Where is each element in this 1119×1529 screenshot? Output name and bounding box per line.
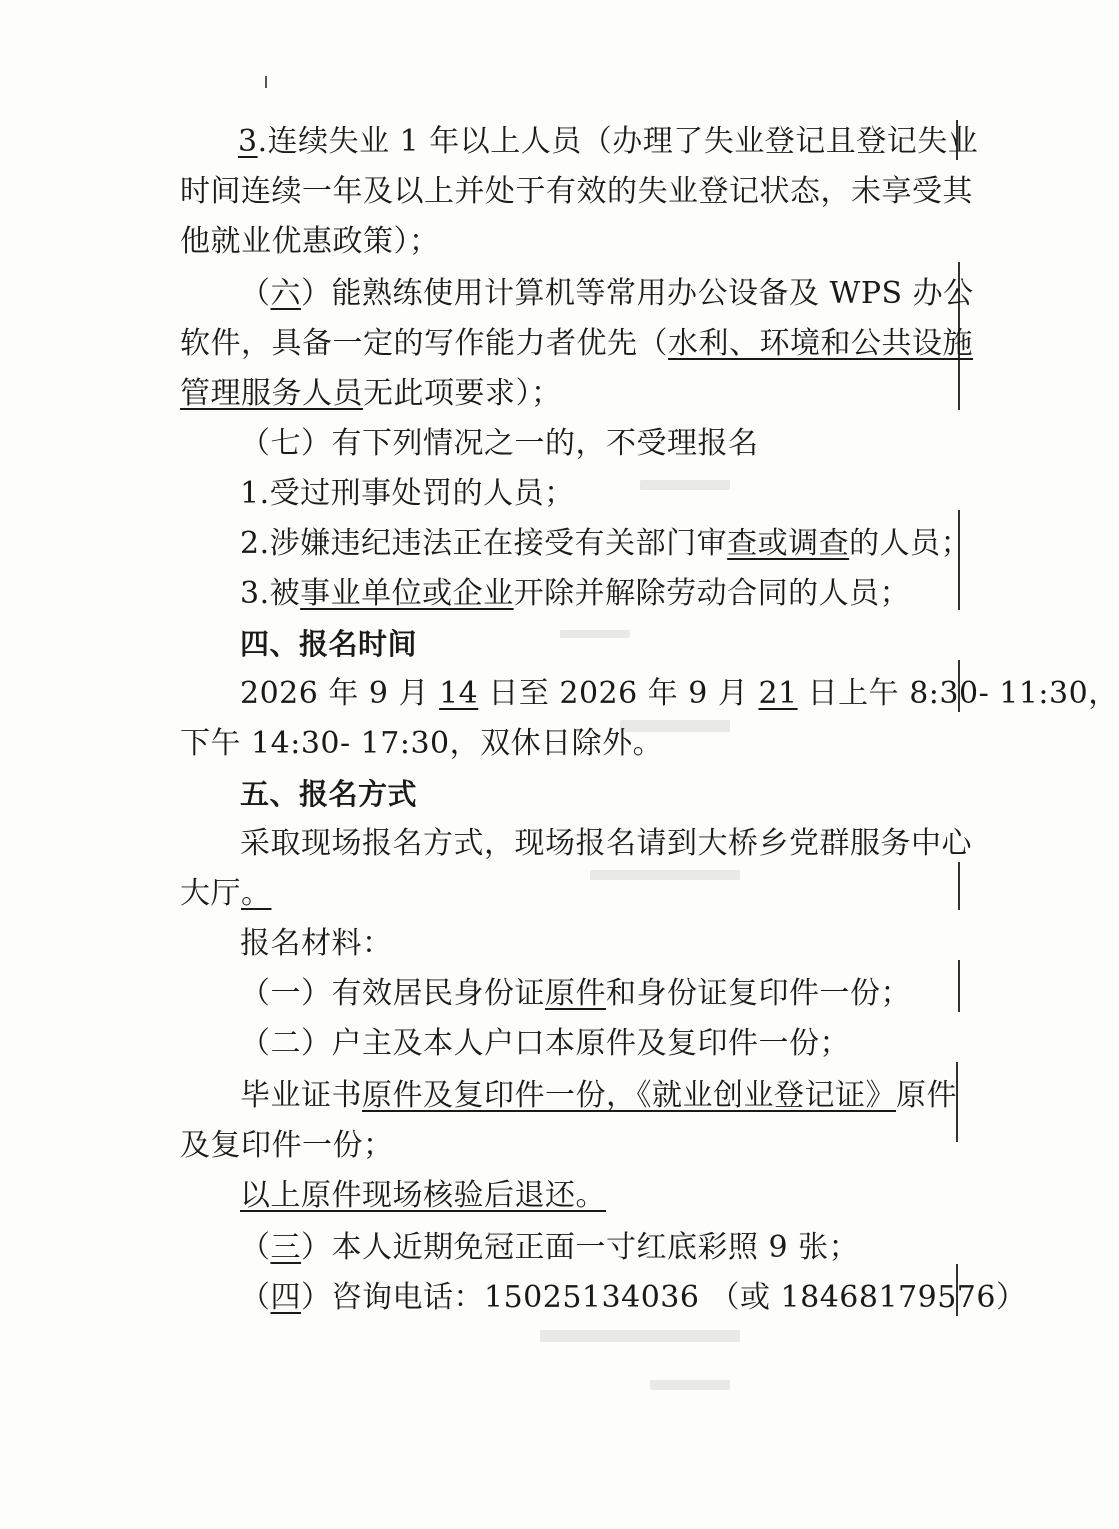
text-segment: 下午 14:30- 17:30，双休日除外。 [180, 726, 664, 761]
text-line [0, 870, 1080, 918]
text-line [0, 470, 1080, 518]
text-segment: ）能熟练使用计算机等常用办公设备及 WPS 办公 [301, 276, 974, 311]
text-line [0, 1122, 1080, 1170]
text-segment: 的人员； [849, 526, 972, 561]
text-segment: 原件 [896, 1078, 957, 1113]
section-heading [0, 770, 1080, 818]
text-line [0, 320, 1080, 368]
underlined-text: 六 [270, 276, 301, 311]
text-segment: ）咨询电话：15025134036 （或 18468179576） [301, 1280, 1027, 1315]
text-segment: 报名材料： [240, 926, 393, 961]
underlined-text: 14 [439, 676, 479, 711]
text-segment: ）本人近期免冠正面一寸红底彩照 9 张； [301, 1230, 860, 1265]
underlined-text: 3 [238, 124, 258, 159]
text-line [0, 370, 1080, 418]
underlined-text: 水利、环境和公共设施 [668, 326, 973, 361]
text-line [0, 218, 1080, 266]
bleed-through-smudge [650, 1380, 730, 1390]
text-line [0, 1172, 1080, 1220]
underlined-text: 原件及复印件一份，《就业创业登记证》 [362, 1078, 896, 1113]
text-line [0, 820, 1080, 868]
text-line [0, 720, 1080, 768]
underlined-text: 四 [270, 1280, 301, 1315]
text-line [0, 920, 1080, 968]
text-segment: 1.受过刑事处罚的人员； [240, 476, 575, 511]
underlined-text: 管理服务人员 [180, 376, 363, 411]
text-segment: 大厅 [180, 876, 241, 911]
text-segment: 2026 年 9 月 [240, 676, 440, 711]
text-line [0, 1224, 1080, 1272]
text-line [0, 168, 1080, 216]
scan-speck [265, 76, 267, 88]
text-segment: 毕业证书 [240, 1078, 362, 1113]
underlined-text: 查或调查 [727, 526, 850, 561]
text-segment: 软件，具备一定的写作能力者优先（ [180, 326, 668, 361]
text-segment: （七）有下列情况之一的，不受理报名 [240, 426, 759, 461]
text-segment: 他就业优惠政策）； [180, 224, 440, 259]
underlined-text: 21 [758, 676, 798, 711]
underlined-text: 原件 [545, 976, 606, 1011]
text-segment: （一）有效居民身份证 [240, 976, 545, 1011]
text-segment: 和身份证复印件一份； [606, 976, 911, 1011]
text-segment: 2.涉嫌违纪违法正在接受有关部门审 [240, 526, 728, 561]
underlined-text: 三 [270, 1230, 301, 1265]
text-line [0, 1072, 1080, 1120]
bleed-through-smudge [540, 1330, 740, 1342]
text-segment: （ [240, 276, 271, 311]
text-segment: 五、报名方式 [240, 777, 418, 811]
text-line [0, 270, 1080, 318]
text-segment: 无此项要求）； [363, 376, 562, 411]
text-line [0, 118, 1080, 166]
text-line [0, 670, 1119, 718]
text-segment: .连续失业 1 年以上人员（办理了失业登记且登记失业 [257, 124, 979, 159]
text-segment: 采取现场报名方式，现场报名请到大桥乡党群服务中心 [240, 826, 972, 861]
section-heading [0, 620, 1080, 668]
text-line [0, 570, 1080, 618]
text-segment: 3.被 [240, 576, 301, 611]
underlined-text: 事业单位或企业 [300, 576, 514, 611]
text-line [0, 520, 1080, 568]
text-segment: 开除并解除劳动合同的人员； [513, 576, 911, 611]
text-line [0, 1020, 1080, 1068]
text-line [0, 1274, 1080, 1322]
text-segment: 四、报名时间 [240, 627, 418, 661]
text-segment: 及复印件一份； [180, 1128, 394, 1163]
text-segment: 日上午 8:30- 11:30， [797, 676, 1119, 711]
text-segment: （ [240, 1280, 271, 1315]
underlined-text: 。 [241, 876, 272, 911]
text-line [0, 420, 1080, 468]
text-segment: 时间连续一年及以上并处于有效的失业登记状态，未享受其 [180, 174, 973, 209]
text-segment: （ [240, 1230, 271, 1265]
text-segment: （二）户主及本人户口本原件及复印件一份； [240, 1026, 850, 1061]
underlined-text: 以上原件现场核验后退还。 [240, 1178, 606, 1213]
text-line [0, 970, 1080, 1018]
text-segment: 日至 2026 年 9 月 [478, 676, 759, 711]
